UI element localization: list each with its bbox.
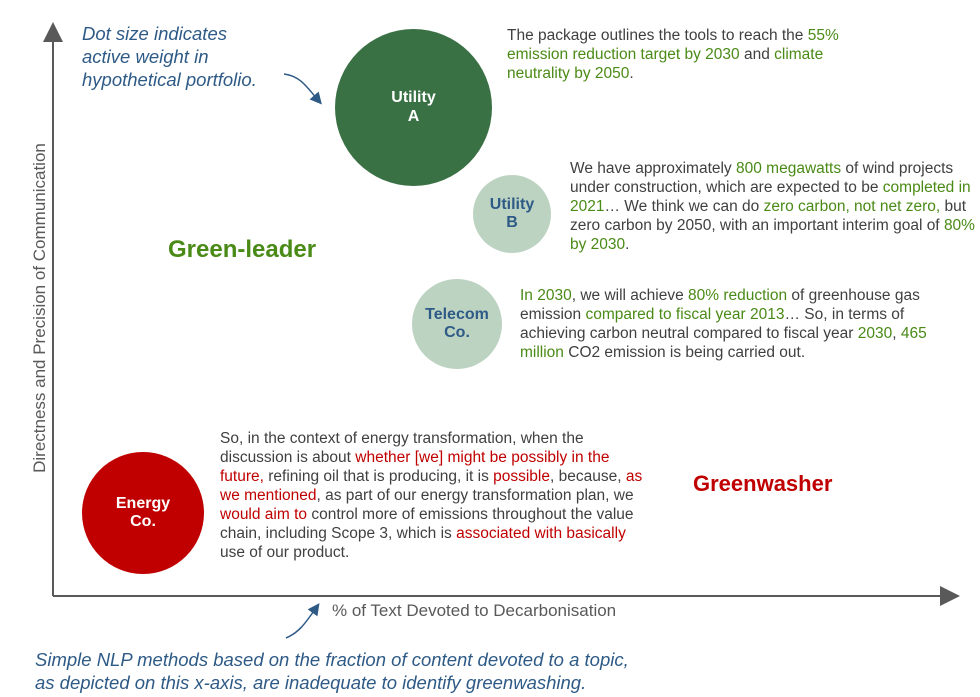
note-dot-size [82,22,257,91]
quote-text: CO2 emission is being carried out. [563,344,806,361]
quote-text: The package outlines the tools to reach the [507,27,808,44]
bubble-telecom [412,279,502,369]
highlight-vague: whether [we] might be possibly in the future, [220,449,610,485]
quote-utility-b [570,159,976,254]
note-line: Dot size indicates [82,23,227,44]
highlight-vague: associated with basically [456,525,626,542]
note-line: Simple NLP methods based on the fraction of content devoted to a topic, [35,649,629,670]
green-leader-label: Green-leader [168,236,317,263]
quote-utility-a [507,26,852,83]
note-arrow-bottom [286,608,316,638]
highlight-precise: zero carbon, not net zero, [763,198,941,215]
quote-text: , [892,325,901,342]
bubble-label: A [407,107,420,125]
note-line: active weight in [82,46,209,67]
quote-telecom [520,286,960,362]
x-axis-label: % of Text Devoted to Decarbonisation [332,601,617,620]
quote-text: , as part of our energy transformation plan, we [316,487,634,504]
quote-text: use of our product. [220,544,350,561]
bubble-utility-b [473,175,551,253]
bubble-utility-a [335,29,492,186]
quote-text: and [739,46,775,63]
note-nlp [35,648,629,694]
quote-text: We have approximately [570,160,736,177]
quote-text: . [629,65,634,82]
highlight-precise: 80% by 2030 [570,217,975,253]
highlight-precise: In 2030 [520,287,572,304]
highlight-precise: compared to fiscal year 2013 [585,306,785,323]
quote-text: refining oil that is producing, it is [263,468,494,485]
quote-text: , because, [550,468,626,485]
note-line: as depicted on this x-axis, are inadequate to identify greenwashing. [35,672,587,693]
bubble-label: Co. [130,513,156,530]
quote-text: So, in the context of energy transformation, when the discussion is about [220,430,584,466]
quote-text: control more of emissions throughout the value chain, including Scope 3, which is [220,506,634,542]
bubble-label: Utility [489,195,535,213]
bubble-energy [82,452,204,574]
quote-text: of greenhouse gas emission [520,287,920,323]
greenwasher-label: Greenwasher [693,471,833,496]
bubble-label: Telecom [425,305,489,323]
quote-text: , we will achieve [571,287,689,304]
highlight-precise: 80% reduction [688,287,788,304]
quote-text: … We think we can do [604,198,764,215]
quote-text: but zero carbon by 2050, with an important interim goal of [570,198,967,234]
quote-text: … So, in terms of achieving carbon neutral compared to fiscal year [520,306,905,342]
bubble-label: B [506,214,518,231]
highlight-precise: climate neutrality by 2050 [507,46,824,82]
highlight-vague: would aim to [220,506,308,523]
quote-energy [220,429,650,562]
highlight-precise: 800 megawatts [736,160,842,177]
bubble-label: Co. [444,324,470,341]
note-line: hypothetical portfolio. [82,69,257,90]
note-arrow-top [284,74,318,100]
quote-text: of wind projects under construction, which are expected to be [570,160,954,196]
highlight-precise: 465 million [520,325,927,361]
quote-text: . [625,236,630,253]
bubble-label: Energy [115,494,171,512]
highlight-vague: as we mentioned [220,468,643,504]
highlight-precise: 2030 [857,325,893,342]
highlight-vague: possible [493,468,550,485]
highlight-precise: completed in 2021 [570,179,971,215]
y-axis-label: Directness and Precision of Communication [30,143,49,473]
bubble-label: Utility [391,89,436,107]
highlight-precise: 55% emission reduction target by 2030 [507,27,839,63]
